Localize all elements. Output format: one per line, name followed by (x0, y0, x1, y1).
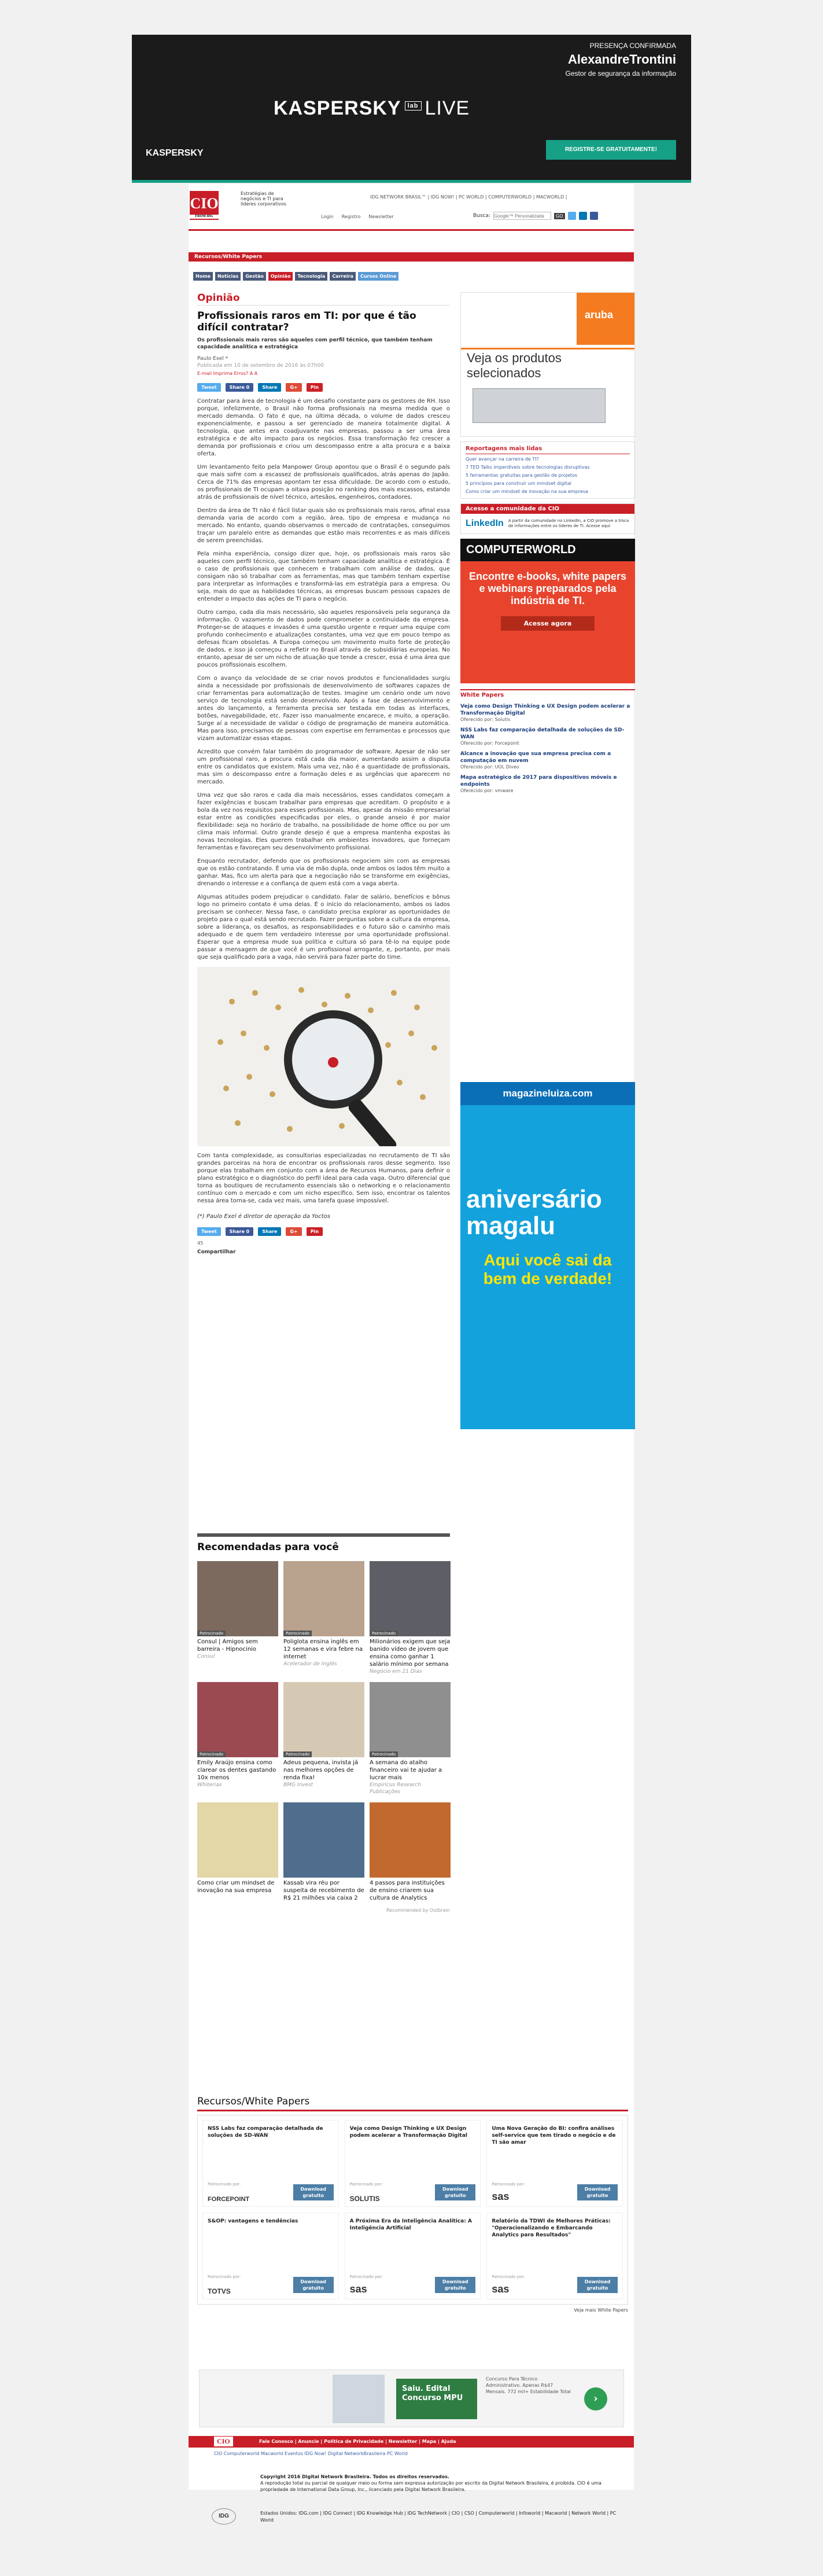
google-plus-button[interactable]: G+ (286, 1227, 301, 1236)
recommended-thumb: Patrocinado (370, 1561, 451, 1636)
linkedin-logo: LinkedIn (466, 518, 504, 528)
recommended-thumb (283, 1802, 364, 1878)
linkedin-icon[interactable] (579, 212, 587, 220)
facebook-share-button[interactable]: Share 0 (226, 1227, 254, 1236)
most-read-item[interactable]: 7 TED Talks imperdíveis sobre tecnologias disruptivas (466, 465, 590, 470)
article-paragraph: Dentro da área de TI não é fácil listar quais são os profissionais mais raros, afinal essa demanda varia de acordo com a região, área, tipo de empresa e mudança no mercado. No entanto, quando observamos o mercado de contratações, conseguimos traçar um paralelo entre as demandas que estão mais recorrentes e as mais difíceis de serem preenchidas. (197, 507, 450, 544)
tab-gestao[interactable]: Gestão (243, 272, 265, 281)
computerworld-ad[interactable] (460, 539, 635, 683)
article-paragraph: Acredito que convém falar também do programador de software. Apesar de não ser um profissional raro, a procura está cada dia maior, aumentando assim a disputa entre os candidatos que existem. Mais uma vez, não é a quantidade de profissionais, mas sim o descompasso entre a formação deles e as urgências que aparecem no mercado. (197, 749, 450, 785)
chevron-right-icon[interactable]: › (584, 2387, 607, 2411)
white-paper-card[interactable]: S&OP: vantagens e tendências Patrocinado por: TOTVS Download gratuito (202, 2213, 339, 2299)
sidebar (460, 292, 635, 1287)
ad-brand-small: KASPERSKY (146, 148, 204, 158)
article-paragraph: Pela minha experiência, consigo dizer que, hoje, os profissionais mais raros são aqueles com perfil técnico, que também tenham capacidade analítica e estratégica. É o caso de profissionais que conhecem e trabalham com análise de dados, que consigam não só trabalhar com as ferramentas, mas que também tenham expertise para interpretar as informações e transformá-las em estratégia para a empresa. Ou seja, mais do que as habilidades técnicas, as empresas buscam pessoas capazes de entender o impacto das ações de TI para o negócio. (197, 551, 450, 602)
linkedin-share-button[interactable]: Share (258, 1227, 281, 1236)
recommended-card[interactable]: Kassab vira réu por suspeita de recebimento de R$ 21 milhões via caixa 2 (283, 1802, 364, 1902)
header-divider (189, 229, 634, 252)
aruba-divider (461, 348, 635, 349)
most-read-item[interactable]: Quer avançar na carreira de TI? (466, 457, 539, 462)
article-paragraph: Uma vez que são raros e cada dia mais necessários, esses candidatos começam a fazer exigências e buscam trabalhar para empresas que acreditam. O propósito e a bola da vez nos requisitos para esses profissionais. Mas, apesar da missão empresarial estar entre as condições especificadas por eles, o grande anseio é por maior flexibilidade: seja no horário de trabalho, na possibilidade de home office ou por um clima mais informal. Outro grande desejo é que a empresa mantenha expostas às novas tecnologias. Eles querem trabalhar em ambientes inovadores, que forneçam ferramentas e favoreçam seu desenvolvimento profissional. (197, 792, 450, 851)
ad-accent-bar (132, 180, 691, 183)
recommended-thumb: Patrocinado (197, 1561, 278, 1636)
white-paper-card[interactable]: Veja como Design Thinking e UX Design podem acelerar a Transformação Digital Patrocinado por: SOLUTIS Download gratuito (345, 2120, 481, 2207)
tab-home[interactable]: Home (193, 272, 213, 281)
article-photo (197, 967, 450, 1146)
linkedin-share-button[interactable]: Share (258, 383, 281, 392)
magazineluiza-headline: aniversário magalu (466, 1185, 602, 1240)
recommended-section (197, 1533, 450, 1913)
white-paper-card[interactable]: A Próxima Era da Inteligência Analítica: A Inteligência Artificial Patrocinado por: sas Download gratuito (345, 2213, 481, 2299)
computerworld-headline: Encontre e-books, white papers e webinars preparados pela indústria de TI. (468, 571, 627, 606)
article-byline (197, 355, 450, 369)
sidebar-white-papers (460, 689, 635, 793)
site-logo[interactable]: CIO FROM IDG (190, 191, 219, 220)
facebook-icon[interactable] (590, 212, 598, 220)
sidebar-white-paper-item[interactable]: NSS Labs faz comparação detalhada de soluções de SD-WAN Oferecido por: Forcepoint (460, 727, 625, 746)
newsletter-link[interactable]: Newsletter (368, 214, 394, 219)
computerworld-cta[interactable]: Acesse agora (501, 616, 595, 631)
most-read-box (460, 441, 635, 499)
recommended-thumb: Patrocinado (283, 1561, 364, 1636)
aruba-ad[interactable] (460, 292, 635, 437)
idg-logo[interactable]: IDG (212, 2508, 236, 2525)
tweet-button[interactable]: Tweet (197, 1227, 221, 1236)
linkedin-box-title: Acesse a comunidade da CIO (461, 504, 634, 514)
recommended-title: Recomendadas para você (197, 1533, 450, 1553)
white-paper-card[interactable]: Uma Nova Geração do BI: confira análises self-service que tem tirado o negócio e de TI são amar Patrocinado por: sas Download gratuito (486, 2120, 623, 2207)
aruba-headline: Veja os produtos selecionados (467, 351, 562, 380)
download-button[interactable]: Download gratuito (435, 2184, 475, 2200)
pinterest-button[interactable]: Pin (307, 383, 323, 392)
copyright: Copyright 2016 Digital Network Brasileira. Todos os direitos reservados. A reprodução total ou parcial de qualquer meio ou forma sem expressa autorização por escrito da Digital Network Brasileira, é proibida. CIO é uma propriedade de International Data Group, Inc., licenciado pela Digital Network Brasileira. (260, 2474, 601, 2492)
white-papers-grid (197, 2115, 628, 2305)
article-paragraph: Algumas atitudes podem prejudicar o candidato. Falar de salário, benefícios e bônus logo no primeiro contato é uma delas. É o início do relacionamento, ambos os lados precisam se conhecer. Nessa fase, o candidato precisa explorar as oportunidades do projeto para o qual está sendo recrutado. Fazer perguntas sobre a cultura da empresa, sobre a liderança, os desafios, as responsabilidades e o futuro são o caminho mais adequado e de quem tem verdadeiro interesse por uma oportunidade profissional. Esperar que a empresa mude sua política e cultura só para tê-lo na equipe pode passar a mensagem de que você é um profissional arrogante, e, portanto, por mais que seja qualificado para a vaga, não servirá para fazer parte do time. (197, 894, 450, 961)
account-links (321, 214, 394, 219)
tweet-button[interactable]: Tweet (197, 383, 221, 392)
magazineluiza-ad[interactable] (460, 1082, 635, 1429)
recommended-card[interactable]: Patrocinado Consul | Amigos sem barreira - Hipnocinio Consul (197, 1561, 278, 1675)
article-paragraph: Um levantamento feito pela Manpower Group apontou que o Brasil é o segundo país que mais sofre com a escassez de profissionais qualificados, atrás apenas do Japão. Cerca de 71% das empresas apontam ter essa dificuldade. De acordo com o estudo, os profissionais de TI ocupam a oitava posição no ranking dos mais escassos, estando atrás de profissionais de nível técnico, artesãos, engenheiros, contadores. (197, 464, 450, 501)
switch-image (473, 388, 606, 423)
top-banner-ad[interactable] (132, 35, 691, 183)
recommended-card[interactable]: Patrocinado Poliglota ensina inglês em 12 semanas e vira febre na internet Acelerador de Inglês (283, 1561, 364, 1675)
recommended-thumb: Patrocinado (283, 1682, 364, 1757)
tab-carreira[interactable]: Carreira (330, 272, 356, 281)
section-bar[interactable]: Recursos/White Papers (189, 252, 634, 262)
download-button[interactable]: Download gratuito (293, 2184, 334, 2200)
most-read-item[interactable]: 5 ferramentas gratuitas para gestão de projetos (466, 473, 578, 478)
footer-bar (189, 2436, 634, 2448)
sidebar-white-paper-item[interactable]: Mapa estratégico de 2017 para dispositivos móveis e endpoints Oferecido por: vmware (460, 775, 617, 793)
download-button[interactable]: Download gratuito (293, 2277, 334, 2293)
recommended-thumb (370, 1802, 451, 1878)
recommended-thumb: Patrocinado (197, 1682, 278, 1757)
search-label: Busca: (473, 213, 491, 219)
white-papers-section (197, 2096, 628, 2313)
article-author[interactable]: Paulo Exel * (197, 356, 228, 362)
recommended-thumb: Patrocinado (370, 1682, 451, 1757)
more-white-papers-link[interactable]: Veja mais White Papers (574, 2308, 628, 2313)
article-paragraph: Com o avanço da velocidade de se criar novos produtos e funcionalidades surgiu ainda a necessidade por profissionais de desenvolvimento de softwares capazes de criar ferramentas para automatização de testes. Imagine um cenário onde um novo serviço de tecnologia está sendo desenvolvido. Após a fase de desenvolvimento e antes do lançamento, a ferramenta precisa ser testada em todas as interfaces, botões, navegabilidade, etc. Fazer isso manualmente encarece, e muito, a operação. Surge aí a necessidade de validar o código de programação de maneira automática. Mas para isso, precisamos de pessoas com expertise em ferramentas e processos que vizam automatizar essas etapas. (197, 675, 450, 742)
share-bar-bottom (197, 1227, 450, 1236)
article-paragraph: Contratar para área de tecnologia é um desafio constante para os gestores de RH. Isso porque, infelizmente, o Brasil não forma profissionais na mesma medida que o mercado demanda. O fato é que, na última década, o volume de dados cresceu exponencialmente, e passou a ser gerenciado de maneira totalmente digital. A tecnologia, que antes era coadjuvante nas empresas, passou a ser uma área estratégica e de alto impacto para os negócios. Essa transformação fez crescer a demanda por profissionais e criou um descompasso entre a alta procura e a baixa oferta. (197, 398, 450, 457)
footer-logo[interactable]: CIO (214, 2437, 233, 2446)
author-note: (*) Paulo Exel é diretor de operação da Yoctos (197, 1213, 330, 1220)
magazineluiza-sub: Aqui você sai da bem de verdade! (483, 1251, 612, 1287)
most-read-title: Reportagens mais lidas (466, 446, 630, 454)
article-dek: Os profissionais mais raros são aqueles com perfil técnico, que também tenham capacidade analítica e estratégica (197, 337, 433, 350)
recommended-thumb (197, 1802, 278, 1878)
search-input[interactable] (493, 212, 551, 220)
tab-noticias[interactable]: Notícias (215, 272, 241, 281)
article (197, 292, 450, 1255)
magazineluiza-logo: magazineluiza.com (460, 1082, 635, 1105)
article-paragraph: Enquanto recrutador, defendo que os profissionais negociem sim com as empresas que os estão contratando. É uma via de mão dupla, onde ambos os lados têm muito a ganhar. Mas, fico um alerta para que a negociação não se transforme em exigências, drenando o interesse e a confiança de quem está com a vaga aberta. (197, 858, 450, 887)
ad-text: Concurso Para Técnico Administrativo. Apenas R$47 Mensais. 772 mil+ Estabilidade Total (486, 2376, 571, 2394)
article-category[interactable]: Opinião (197, 292, 450, 306)
share-label: Compartilhar (197, 1249, 236, 1255)
download-button[interactable]: Download gratuito (577, 2184, 618, 2200)
computerworld-logo: COMPUTERWORLD (460, 539, 635, 561)
login-link[interactable]: Login (321, 214, 334, 219)
recommended-card[interactable]: 4 passos para instituições de ensino criarem sua cultura de Analytics (370, 1802, 451, 1902)
search-button[interactable]: GO (554, 213, 565, 219)
most-read-item[interactable]: 5 princípios para construir um mindset digital (466, 481, 571, 486)
footer-network-links[interactable]: CIO Computerworld Macworld Eventos IDG Now! Digital NetworkBrasileira PC World (214, 2451, 408, 2456)
recommended-card[interactable]: Patrocinado A semana do atalho financeiro vai te ajudar a lucrar mais Empiricus Research Publicações (370, 1682, 451, 1795)
most-read-item[interactable]: Como criar um mindset de inovação na sua empresa (466, 489, 588, 494)
search-area (473, 212, 598, 220)
recommended-card[interactable]: Patrocinado Milionários exigem que seja banido vídeo de jovem que ensina como ganhar 1 salário mínimo por semana Negócio em 21 Dias (370, 1561, 451, 1675)
share-count: 45 (197, 1241, 204, 1246)
network-nav[interactable]: IDG NETWORK BRASIL™ | IDG NOW! | PC WORLD | COMPUTERWORLD | MACWORLD | (370, 194, 567, 200)
white-paper-card[interactable]: NSS Labs faz comparação detalhada de soluções de SD-WAN Patrocinado por: FORCEPOINT Download gratuito (202, 2120, 339, 2207)
article-title: Profissionais raros em TI: por que é tão difícil contratar? (197, 310, 416, 333)
twitter-icon[interactable] (568, 212, 576, 220)
recommended-card[interactable]: Como criar um mindset de inovação na sua empresa (197, 1802, 278, 1902)
linkedin-box[interactable] (460, 503, 635, 534)
tab-tecnologia[interactable]: Tecnologia (295, 272, 327, 281)
google-plus-button[interactable]: G+ (286, 383, 301, 392)
site-tagline: Estratégias de negócios e TI para líderes corporativos (241, 191, 287, 207)
recommended-grid (197, 1561, 450, 1902)
outbrain-credit[interactable]: Recommended by Outbrain (386, 1908, 450, 1913)
recommended-card[interactable]: Patrocinado Emily Araújo ensina como clarear os dentes gastando 10x menos Whiterias (197, 1682, 278, 1795)
white-paper-card[interactable]: Relatório da TDWI de Melhores Práticas: "Operacionalizando e Embarcando Analytics para Resultados" Patrocinado por: sas Download gratuito (486, 2213, 623, 2299)
idg-sites[interactable]: Estados Unidos: IDG.com | IDG Connect | IDG Knowledge Hub | IDG TechNetwork | CIO | CSO | Computerworld | Infoworld | Macworld | Network World | PC World (260, 2511, 617, 2523)
article-paragraph: Outro campo, cada dia mais necessário, são aqueles responsáveis pela segurança da informação. O vazamento de dados pode comprometer a continuidade da empresa. Proteger-se de ataques e invasões é uma questão urgente e requer uma equipe com profundo conhecimento e atualizações constantes, uma vez que em pouco tempo as defesas ficam obsoletas. A Europa começou um movimento muito forte de proteção de dados, e isso já começou a refletir no Brasil através de subsidiárias europeias. No entanto, apesar de ser um nicho de atuação que tende a crescer, essa é uma área que poucos profissionais escolhem. (197, 609, 450, 668)
article-paragraph: Com tanta complexidade, as consultorias especializadas no recrutamento de TI são grandes parceiras na hora de encontrar os profissionais raros desse segmento. Isso porque elas trabalham em conjunto com a área de Recursos Humanos, para definir o plano estratégico e o diagnóstico do perfil ideal para cada vaga. Outro diferencial que torna as boutiques de recrutamento essenciais são o networking e o relacionamento contínuo com o mercado e com um nicho específico. Sem isso, encontrar os talentos nessa área torna-se, cada vez mais, uma tarefa quase impossível. (197, 1153, 450, 1204)
ad-register-button[interactable]: REGISTRE-SE GRATUITAMENTE! (546, 140, 676, 160)
share-bar-top (197, 383, 450, 392)
footer-links[interactable]: Fale Conosco | Anuncie | Política de Privacidade | Newsletter | Mapa | Ajuda (259, 2439, 456, 2444)
register-link[interactable]: Registro (341, 214, 361, 219)
ad-title: Saiu. Edital Concurso MPU (396, 2379, 477, 2419)
bottom-ad[interactable] (199, 2369, 624, 2427)
tab-opiniao[interactable]: Opinião (268, 272, 293, 281)
download-button[interactable]: Download gratuito (435, 2277, 475, 2293)
facebook-share-button[interactable]: Share 0 (226, 383, 254, 392)
aruba-logo: aruba (577, 293, 634, 345)
article-tools[interactable]: E-mail Imprima Erros? A A (197, 371, 258, 376)
linkedin-text: A partir da comunidade no LinkedIn, a CIO promove a troca de informações entre os líderes de TI. Acesse aqui (508, 518, 629, 528)
article-date: Publicada em 10 de setembro de 2016 às 07h00 (197, 363, 324, 369)
sidebar-white-paper-item[interactable]: Alcance a inovação que sua empresa precisa com a computação em nuvem Oferecido por: UOL Diveo (460, 751, 611, 770)
main-tabs (193, 272, 398, 281)
sidebar-white-paper-item[interactable]: Veja como Design Thinking e UX Design podem acelerar a Transformação Digital Oferecido por: Solutis (460, 704, 630, 722)
pinterest-button[interactable]: Pin (307, 1227, 323, 1236)
sidebar-white-papers-title: White Papers (460, 692, 504, 698)
tab-cursos[interactable]: Cursos Online (358, 272, 398, 281)
white-papers-title: Recursos/White Papers (197, 2096, 628, 2111)
ad-image (333, 2375, 385, 2423)
ad-brand: KASPERSKY $^{lab}$ LIVE (274, 97, 470, 119)
ad-speaker: PRESENÇA CONFIRMADA AlexandreTrontini Gestor de segurança da informação (565, 42, 676, 78)
recommended-card[interactable]: Patrocinado Adeus pequena, invista já nas melhores opções de renda fixa! BMG Invest (283, 1682, 364, 1795)
download-button[interactable]: Download gratuito (577, 2277, 618, 2293)
